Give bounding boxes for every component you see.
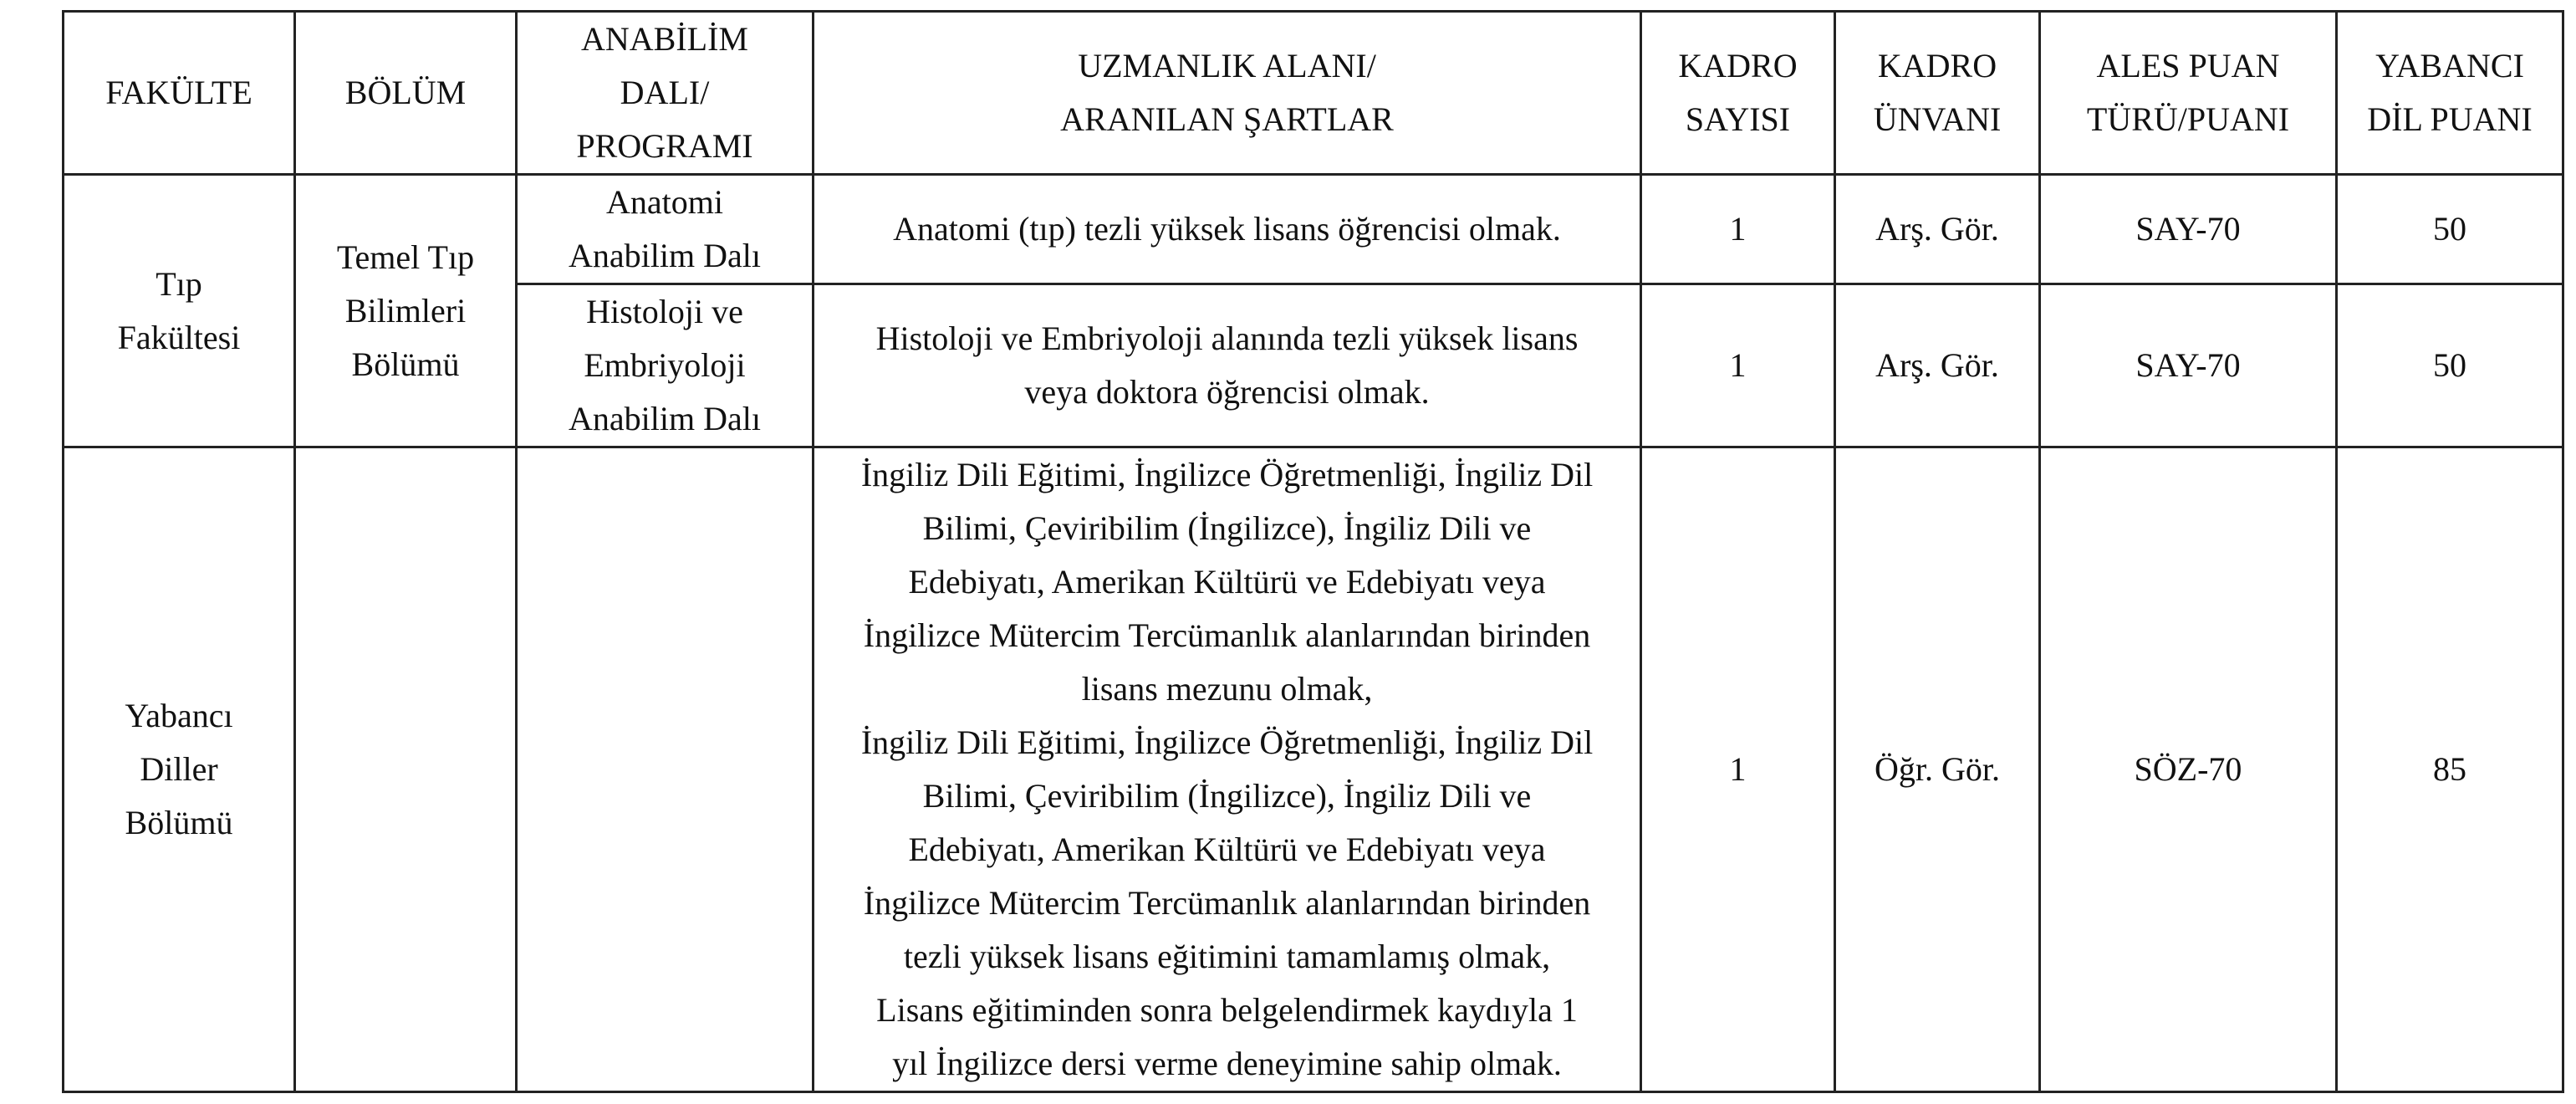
cell-yabanci-dil: 50 bbox=[2337, 175, 2563, 284]
text-line: Bilimi, Çeviribilim (İngilizce), İngiliz Dili ve bbox=[922, 777, 1532, 815]
table-row bbox=[64, 175, 2563, 284]
header-uzmanlik bbox=[814, 12, 1641, 175]
cell-anabilim-empty bbox=[517, 447, 814, 1092]
text-line: KADRO bbox=[1678, 47, 1798, 84]
text-line: Anabilim Dalı bbox=[569, 400, 761, 437]
text-line: DİL PUANI bbox=[2367, 100, 2533, 138]
text-line: Edebiyatı, Amerikan Kültürü ve Edebiyatı veya bbox=[908, 563, 1546, 601]
text-line: Tıp bbox=[156, 264, 202, 303]
text-line: UZMANLIK ALANI/ bbox=[1078, 47, 1376, 84]
text-line: Lisans eğitiminden sonra belgelendirmek kaydıyla 1 bbox=[876, 991, 1578, 1029]
text-line: Histoloji ve Embriyoloji alanında tezli yüksek lisans bbox=[875, 319, 1579, 357]
text-line: Diller bbox=[140, 750, 218, 788]
text-line: Bölümü bbox=[125, 804, 233, 841]
text-line: İngiliz Dili Eğitimi, İngilizce Öğretmenliği, İngiliz Dil bbox=[860, 723, 1594, 761]
text-line: ARANILAN ŞARTLAR bbox=[1060, 100, 1394, 138]
kadro-table bbox=[62, 10, 2564, 1093]
cell-bolum-empty bbox=[295, 447, 517, 1092]
text-line: Temel Tıp bbox=[336, 238, 475, 276]
cell-fakulte-yabanci-diller bbox=[64, 447, 295, 1092]
cell-anabilim bbox=[517, 284, 814, 447]
text-line: TÜRÜ/PUANI bbox=[2086, 100, 2290, 138]
cell-anabilim bbox=[517, 175, 814, 284]
cell-kadro-unvani: Arş. Gör. bbox=[1835, 284, 2040, 447]
text-line: BÖLÜM bbox=[344, 74, 467, 111]
text-line: İngilizce Mütercim Tercümanlık alanlarından birinden bbox=[863, 884, 1591, 922]
cell-ales: SÖZ-70 bbox=[2040, 447, 2337, 1092]
text-line: ANABİLİM bbox=[581, 20, 748, 58]
cell-fakulte-tip bbox=[64, 175, 295, 447]
text-line: İngiliz Dili Eğitimi, İngilizce Öğretmenliği, İngiliz Dil bbox=[860, 456, 1594, 493]
text-line: SAYISI bbox=[1685, 100, 1791, 138]
cell-kadro-sayisi: 1 bbox=[1641, 447, 1835, 1092]
header-kadro-unvani bbox=[1835, 12, 2040, 175]
header-fakulte bbox=[64, 12, 295, 175]
table-row bbox=[64, 447, 2563, 1092]
header-bolum bbox=[295, 12, 517, 175]
text-line: yıl İngilizce dersi verme deneyimine sahip olmak. bbox=[892, 1045, 1562, 1082]
cell-sartlar bbox=[814, 175, 1641, 284]
text-line: Edebiyatı, Amerikan Kültürü ve Edebiyatı veya bbox=[908, 831, 1546, 868]
cell-yabanci-dil: 85 bbox=[2337, 447, 2563, 1092]
text-line: Anatomi bbox=[606, 183, 723, 221]
text-line: DALI/ bbox=[620, 74, 710, 111]
text-line: Bilimi, Çeviribilim (İngilizce), İngiliz Dili ve bbox=[922, 509, 1532, 547]
header-row bbox=[64, 12, 2563, 175]
cell-ales: SAY-70 bbox=[2040, 284, 2337, 447]
cell-sartlar bbox=[814, 447, 1641, 1092]
cell-kadro-sayisi: 1 bbox=[1641, 284, 1835, 447]
header-ales bbox=[2040, 12, 2337, 175]
text-line: YABANCI bbox=[2375, 47, 2524, 84]
header-kadro-sayisi bbox=[1641, 12, 1835, 175]
cell-kadro-sayisi: 1 bbox=[1641, 175, 1835, 284]
text-line: FAKÜLTE bbox=[105, 74, 252, 111]
cell-kadro-unvani: Öğr. Gör. bbox=[1835, 447, 2040, 1092]
text-line: Bölümü bbox=[351, 345, 460, 383]
cell-sartlar bbox=[814, 284, 1641, 447]
text-line: ALES PUAN bbox=[2096, 47, 2280, 84]
text-line: ÜNVANI bbox=[1873, 100, 2002, 138]
text-line: veya doktora öğrencisi olmak. bbox=[1024, 373, 1430, 411]
text-line: Histoloji ve bbox=[586, 293, 743, 330]
text-line: Embriyoloji bbox=[584, 346, 746, 384]
cell-ales: SAY-70 bbox=[2040, 175, 2337, 284]
text-line: Anabilim Dalı bbox=[569, 237, 761, 274]
header-yabanci-dil bbox=[2337, 12, 2563, 175]
cell-kadro-unvani: Arş. Gör. bbox=[1835, 175, 2040, 284]
cell-bolum-temel-tip bbox=[295, 175, 517, 447]
text-line: PROGRAMI bbox=[576, 127, 753, 165]
text-line: Fakültesi bbox=[117, 318, 241, 356]
text-line: İngilizce Mütercim Tercümanlık alanlarından birinden bbox=[863, 616, 1591, 654]
text-line: tezli yüksek lisans eğitimini tamamlamış olmak, bbox=[903, 938, 1551, 975]
text-line: Bilimleri bbox=[344, 291, 467, 330]
text-line: Yabancı bbox=[125, 697, 233, 734]
text-line: lisans mezunu olmak, bbox=[1081, 670, 1373, 708]
cell-yabanci-dil: 50 bbox=[2337, 284, 2563, 447]
text-line: KADRO bbox=[1877, 47, 1997, 84]
text-line: Anatomi (tıp) tezli yüksek lisans öğrencisi olmak. bbox=[893, 210, 1561, 248]
header-anabilim bbox=[517, 12, 814, 175]
